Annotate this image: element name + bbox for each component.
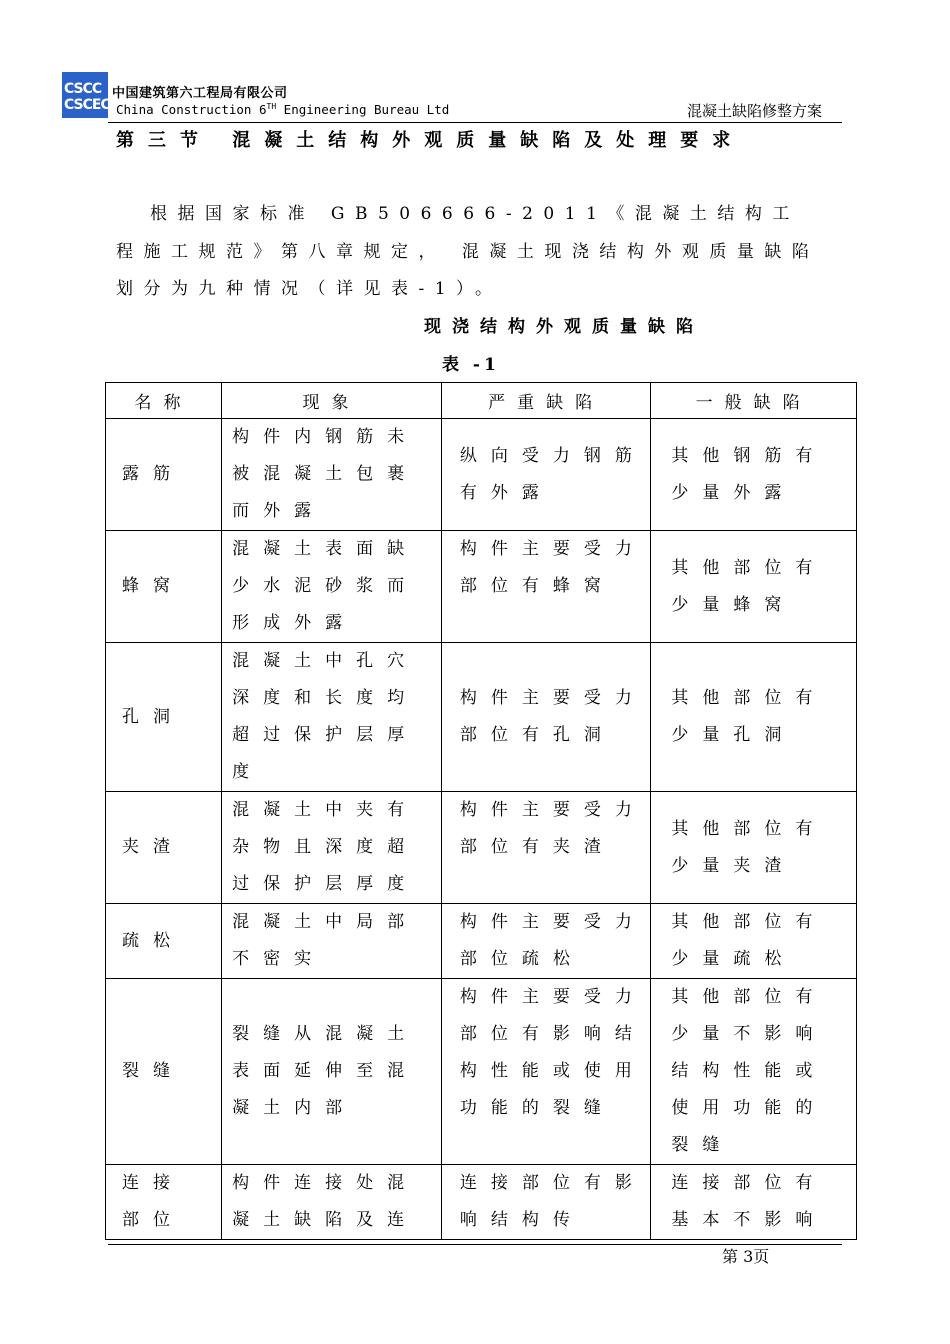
- cell-serious-text: 连接部位有影响结构传: [459, 1173, 646, 1230]
- table-row: [106, 792, 857, 904]
- cell-general-text: 其他部位有少量蜂窝: [671, 557, 827, 615]
- cell-general: [651, 979, 857, 1165]
- table-row: [106, 979, 857, 1165]
- cell-phenomenon: [222, 531, 442, 643]
- cell-serious-text: 构件主要受力部位疏松: [459, 912, 646, 969]
- page-number: 第 3页: [722, 1247, 770, 1266]
- document-title: 混凝土缺陷修整方案: [686, 102, 822, 120]
- table-row: [106, 1165, 857, 1240]
- logo-text-bottom: CSCEC: [64, 97, 110, 113]
- table-row: [106, 904, 857, 979]
- cell-phenomenon: [222, 979, 442, 1165]
- cell-general: [651, 1165, 857, 1240]
- cell-general-text: 其他部位有少量不影响结构性能或使用功能的裂缝: [671, 987, 827, 1155]
- cell-serious-text: 构件主要受力部位有夹渣: [459, 800, 646, 857]
- cell-general: [651, 531, 857, 643]
- defects-table: [105, 382, 857, 1240]
- cell-serious-text: 纵向受力钢筋有外露: [459, 445, 646, 503]
- cell-phenomenon: [222, 904, 442, 979]
- company-logo: [62, 72, 108, 118]
- company-name-en: [116, 102, 449, 117]
- cell-name: 裂缝: [106, 979, 222, 1165]
- table-header-row: [106, 383, 857, 419]
- cell-phenomenon-text: 混凝土中局部不密实: [232, 912, 419, 969]
- cell-general-text: 其他钢筋有少量外露: [671, 445, 827, 503]
- table-row: [106, 419, 857, 531]
- cell-phenomenon-text: 构件连接处混凝土缺陷及连: [232, 1173, 419, 1230]
- table-row: [106, 531, 857, 643]
- company-name-cn: 中国建筑第六工程局有限公司: [112, 86, 288, 101]
- header-general: 一般缺陷: [651, 383, 857, 419]
- cell-serious: [441, 904, 650, 979]
- cell-name-text: 连接部位: [122, 1173, 184, 1230]
- cell-phenomenon: [222, 792, 442, 904]
- cell-phenomenon-text: 裂缝从混凝土表面延伸至混凝土内部: [232, 1024, 419, 1118]
- table-title: 现浇结构外观质量缺陷: [424, 317, 704, 337]
- cell-general: [651, 792, 857, 904]
- logo-text-top: CSCC: [64, 81, 102, 97]
- cell-phenomenon: [222, 1165, 442, 1240]
- cell-serious: [441, 979, 650, 1165]
- intro-paragraph: [116, 196, 824, 309]
- cell-serious: [441, 531, 650, 643]
- cell-general-text: 其他部位有少量疏松: [671, 912, 827, 969]
- table-row: [106, 643, 857, 792]
- header-serious: 严重缺陷: [441, 383, 650, 419]
- cell-general-text: 其他部位有少量孔洞: [671, 688, 827, 745]
- cell-phenomenon-text: 构件内钢筋未被混凝土包裹而外露: [232, 427, 419, 521]
- cell-general: [651, 904, 857, 979]
- section-title: 第三节 混凝土结构外观质量缺陷及处理要求: [116, 130, 745, 151]
- cell-general: [651, 643, 857, 792]
- cell-serious: [441, 419, 650, 531]
- cell-general: [651, 419, 857, 531]
- cell-name: [106, 1165, 222, 1240]
- cell-serious-text: 构件主要受力部位有蜂窝: [459, 539, 646, 596]
- cell-serious-text: 构件主要受力部位有影响结构性能或使用功能的裂缝: [459, 987, 646, 1118]
- cell-general-text: 其他部位有少量夹渣: [671, 818, 827, 876]
- cell-serious: [441, 1165, 650, 1240]
- cell-general-text: 连接部位有基本不影响: [671, 1173, 827, 1230]
- header-divider: [108, 122, 842, 123]
- cell-phenomenon: [222, 643, 442, 792]
- cell-name: 夹渣: [106, 792, 222, 904]
- cell-phenomenon: [222, 419, 442, 531]
- cell-phenomenon-text: 混凝土中夹有杂物且深度超过保护层厚度: [232, 800, 419, 894]
- company-name-en-sup: TH: [266, 102, 277, 111]
- cell-phenomenon-text: 混凝土中孔穴深度和长度均超过保护层厚度: [232, 651, 419, 782]
- header-phenomenon: 现象: [222, 383, 442, 419]
- intro-paragraph-text: 根据国家标准 GB506666-2011《混凝土结构工程施工规范》第八章规定， 混凝土现浇结构外观质量缺陷划分为九种情况（详见表-1）。: [116, 204, 820, 299]
- cell-serious: [441, 792, 650, 904]
- company-name-en-prefix: China Construction 6: [116, 102, 267, 118]
- header-name: 名称: [106, 383, 222, 419]
- company-name-en-suffix: Engineering Bureau Ltd: [276, 102, 450, 118]
- cell-name: 孔洞: [106, 643, 222, 792]
- cell-serious-text: 构件主要受力部位有孔洞: [459, 688, 646, 745]
- cell-name: 蜂窝: [106, 531, 222, 643]
- cell-name: 疏松: [106, 904, 222, 979]
- cell-serious: [441, 643, 650, 792]
- cell-name: 露筋: [106, 419, 222, 531]
- cell-phenomenon-text: 混凝土表面缺少水泥砂浆而形成外露: [232, 539, 419, 633]
- table-number: 表 -1: [442, 355, 500, 375]
